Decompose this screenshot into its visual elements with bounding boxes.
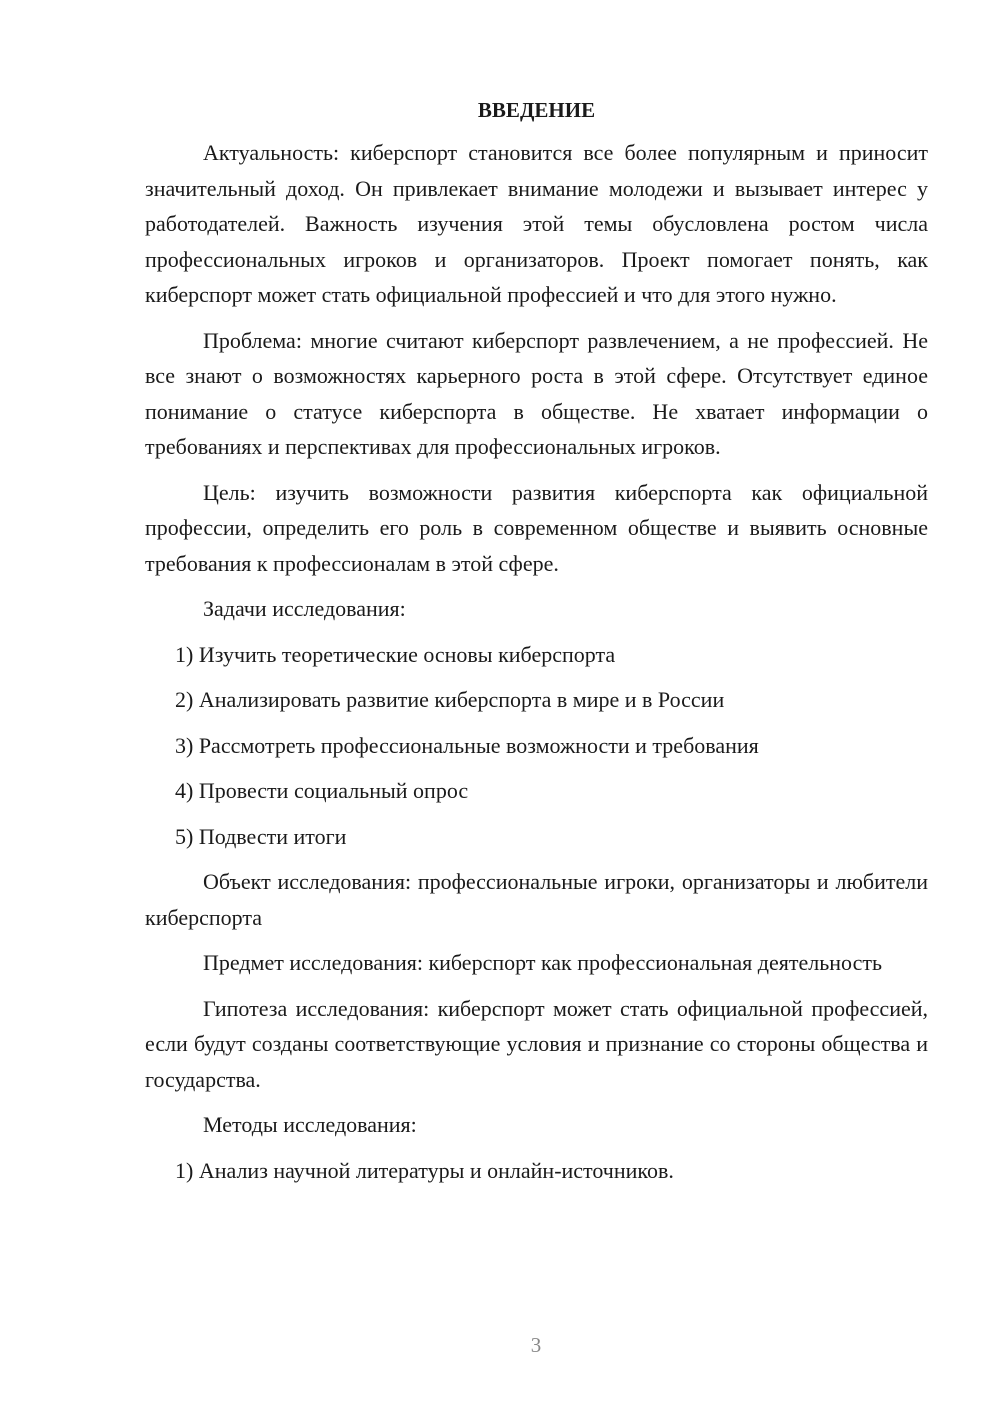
tasks-heading: Задачи исследования: bbox=[203, 596, 406, 621]
task-item-2: 2) Анализировать развитие киберспорта в мире и в России bbox=[175, 687, 725, 712]
relevance-paragraph: Актуальность: киберспорт становится все более популярным и приносит значительный доход. Он привлекает внимание молодежи и вызывает интерес у работодателей. Важность изучения этой темы обусловлена ростом числа профессиональных игроков и организаторов. Проект помогает понять, как киберспорт может стать официальной профессией и что для этого нужно. bbox=[145, 140, 928, 307]
subject-paragraph: Предмет исследования: киберспорт как профессиональная деятельность bbox=[203, 950, 882, 975]
page-number: 3 bbox=[530, 1333, 542, 1357]
task-item-5: 5) Подвести итоги bbox=[175, 823, 347, 849]
task-item-4: 4) Провести социальный опрос bbox=[175, 778, 469, 803]
goal-paragraph: Цель: изучить возможности развития киберспорта как официальной профессии, определить его роль в современном обществе и выявить основные требования к профессионалам в этой сфере. bbox=[145, 479, 928, 576]
method-item-1: 1) Анализ научной литературы и онлайн-источников. bbox=[175, 1157, 674, 1183]
object-paragraph: Объект исследования: профессиональные игроки, организаторы и любители киберспорта bbox=[145, 869, 928, 930]
task-item-1: 1) Изучить теоретические основы киберспорта bbox=[175, 641, 616, 667]
hypothesis-paragraph: Гипотеза исследования: киберспорт может стать официальной профессией, если будут созданы соответствующие условия и признание со стороны общества и государства. bbox=[145, 995, 928, 1092]
page-title: ВВЕДЕНИЕ bbox=[477, 98, 596, 122]
page-content bbox=[145, 95, 928, 1198]
task-item-3: 3) Рассмотреть профессиональные возможности и требования bbox=[175, 732, 759, 758]
methods-heading: Методы исследования: bbox=[203, 1112, 417, 1137]
problem-paragraph: Проблема: многие считают киберспорт развлечением, а не профессией. Не все знают о возможностях карьерного роста в этой сфере. Отсутствует единое понимание о статусе киберспорта в обществе. Не хватает информации о требованиях и перспективах для профессиональных игроков. bbox=[145, 327, 928, 459]
